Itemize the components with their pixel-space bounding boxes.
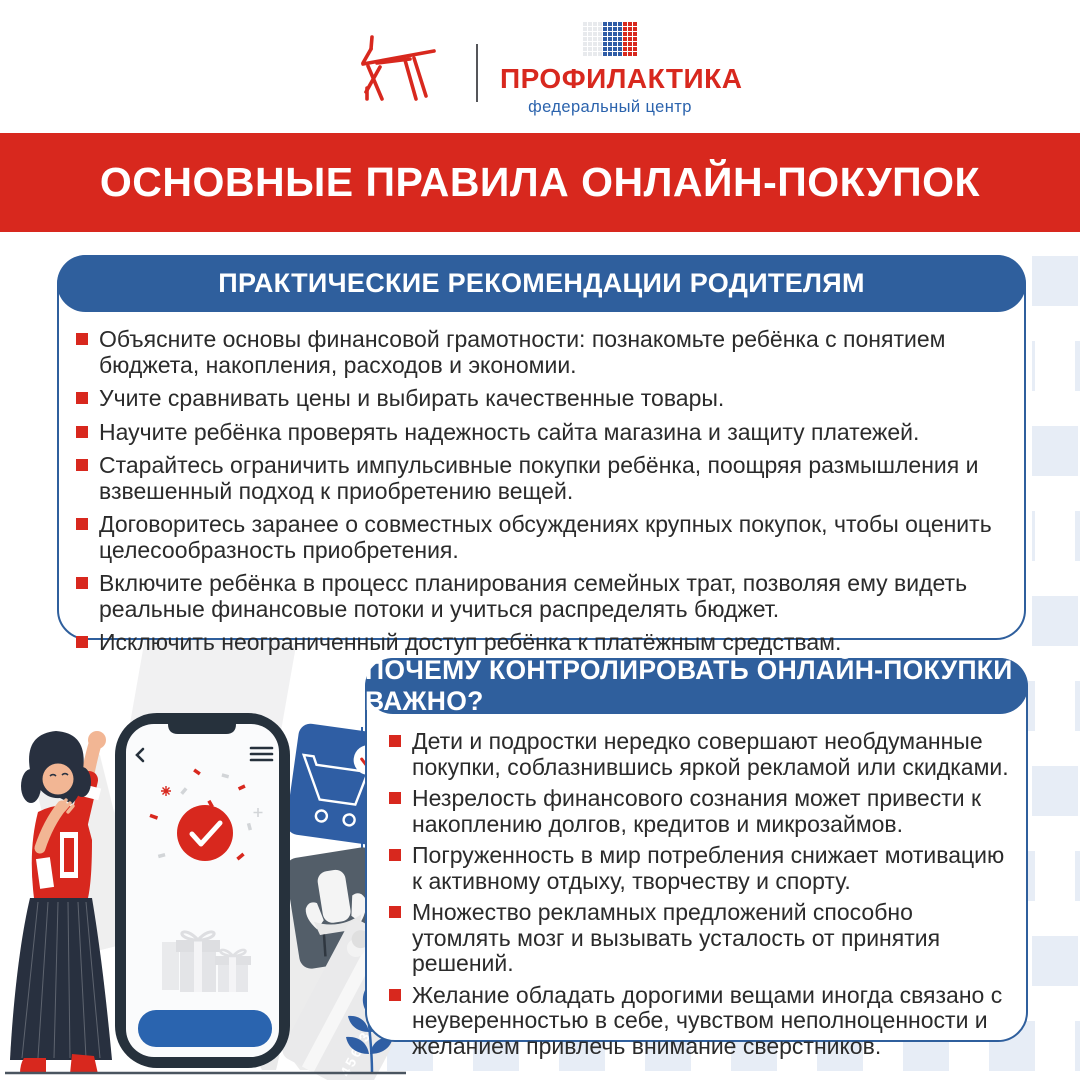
checkmark-circle-icon bbox=[177, 805, 233, 861]
bullet-text: Погруженность в мир потребления снижает мотивацию к активному отдыху, творчеству и спорту. bbox=[412, 842, 1005, 894]
bullet-square-icon bbox=[76, 636, 88, 648]
bullet-text: Незрелость финансового сознания может привести к накоплению долгов, кредитов и микрозаймов. bbox=[412, 785, 982, 837]
brand-logo bbox=[500, 22, 743, 117]
boot bbox=[20, 1058, 46, 1074]
bullet-text: Исключить неограниченный доступ ребёнка к платёжным средствам. bbox=[99, 629, 842, 655]
bullet-square-icon bbox=[389, 849, 401, 861]
brand-name: ПРОФИЛАКТИКА bbox=[500, 63, 743, 94]
bullet-item bbox=[76, 571, 1012, 622]
bullet-item bbox=[389, 843, 1016, 894]
header bbox=[0, 0, 1080, 133]
recommendations-card-header: ПРАКТИЧЕСКИЕ РЕКОМЕНДАЦИИ РОДИТЕЛЯМ bbox=[57, 255, 1026, 312]
phone-button bbox=[138, 1010, 272, 1047]
bullet-item bbox=[389, 729, 1016, 780]
bullet-square-icon bbox=[76, 426, 88, 438]
phone-notch bbox=[168, 718, 236, 734]
bullet-text: Объясните основы финансовой грамотности: познакомьте ребёнка с понятием бюджета, накопления, расходов и экономии. bbox=[99, 326, 946, 378]
bullet-item bbox=[76, 386, 1012, 412]
importance-list bbox=[367, 714, 1026, 1059]
bullet-text: Дети и подростки нередко совершают необдуманные покупки, соблазнившись яркой рекламой или скидками. bbox=[412, 728, 1009, 780]
bullet-item bbox=[389, 786, 1016, 837]
importance-card-header: ПОЧЕМУ КОНТРОЛИРОВАТЬ ОНЛАЙН-ПОКУПКИ ВАЖНО? bbox=[365, 658, 1028, 714]
boot bbox=[70, 1054, 98, 1074]
bullet-item bbox=[76, 512, 1012, 563]
page-title: ОСНОВНЫЕ ПРАВИЛА ОНЛАЙН-ПОКУПОК bbox=[99, 159, 981, 205]
bullet-text: Научите ребёнка проверять надежность сайта магазина и защиту платежей. bbox=[99, 418, 920, 445]
bullet-item bbox=[76, 420, 1012, 446]
recommendations-list bbox=[59, 312, 1024, 656]
brand-subtitle: федеральный центр bbox=[528, 98, 692, 116]
bullet-square-icon bbox=[76, 518, 88, 530]
credit-card-number: 456 bbox=[336, 1042, 367, 1079]
logo-divider bbox=[476, 44, 478, 102]
phone-illustration bbox=[115, 713, 290, 1068]
bullet-square-icon bbox=[76, 392, 88, 404]
bullet-square-icon bbox=[76, 459, 88, 471]
title-banner bbox=[0, 133, 1080, 232]
bullet-text: Учите сравнивать цены и выбирать качественные товары. bbox=[99, 385, 725, 411]
bullet-text: Множество рекламных предложений способно утомлять мозг и вызывать усталость от принятия решений. bbox=[412, 899, 941, 976]
bullet-square-icon bbox=[76, 577, 88, 589]
bullet-item bbox=[76, 327, 1012, 378]
online-shopping-illustration bbox=[0, 640, 420, 1080]
bullet-text: Желание обладать дорогими вещами иногда связано с неуверенностью в себе, чувством неполноценности и желанием привлечь внимание сверстников. bbox=[412, 981, 1003, 1059]
recommendations-card bbox=[57, 255, 1026, 655]
bullet-item bbox=[389, 983, 1016, 1060]
bullet-item bbox=[76, 453, 1012, 504]
bullet-item bbox=[389, 900, 1016, 977]
chair-line-logo-icon bbox=[358, 34, 440, 104]
bullet-square-icon bbox=[389, 735, 401, 747]
bullet-square-icon bbox=[389, 989, 401, 1001]
bullet-text: Договоритесь заранее о совместных обсуждениях крупных покупок, чтобы оценить целесообразность приобретения. bbox=[99, 511, 992, 563]
bullet-text: Старайтесь ограничить импульсивные покупки ребёнка, поощряя размышления и взвешенный подход к приобретению вещей. bbox=[99, 452, 979, 504]
bullet-square-icon bbox=[389, 906, 401, 918]
bullet-text: Включите ребёнка в процесс планирования семейных трат, позволяя ему видеть реальные финансовые потоки и учиться распределять бюджет. bbox=[99, 570, 968, 622]
bullet-item bbox=[76, 630, 1012, 656]
bullet-square-icon bbox=[76, 333, 88, 345]
bullet-square-icon bbox=[389, 792, 401, 804]
importance-card bbox=[365, 655, 1028, 1059]
flag-grid-icon bbox=[583, 22, 637, 56]
